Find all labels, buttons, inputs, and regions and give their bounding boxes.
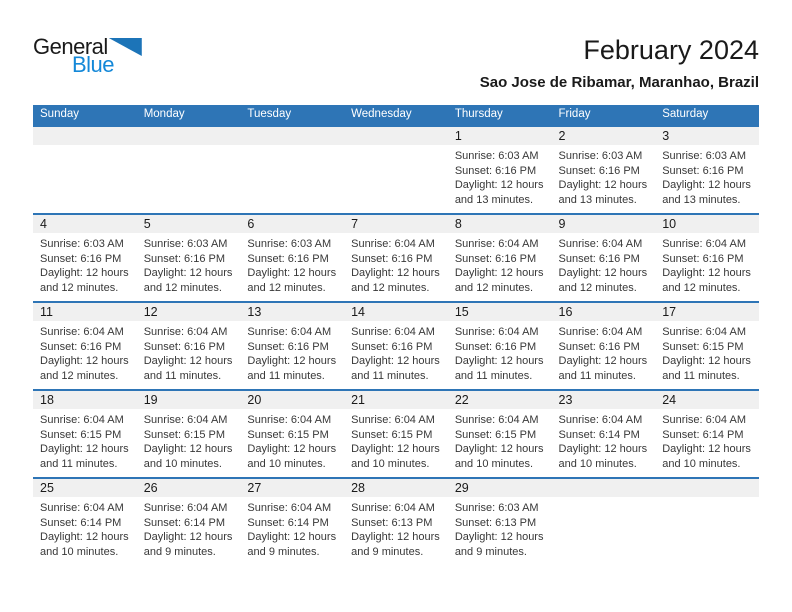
sunset-text: Sunset: 6:16 PM [351, 252, 433, 265]
date-band [240, 303, 344, 321]
day-details [344, 409, 448, 471]
day-details [552, 409, 656, 471]
date-band [655, 303, 759, 321]
sunset-text: Sunset: 6:16 PM [351, 340, 433, 353]
daylight-text: Daylight: 12 hours and 10 minutes. [40, 531, 129, 558]
date-band [240, 215, 344, 233]
day-cell-3 [655, 126, 759, 214]
sunrise-text: Sunrise: 6:04 AM [247, 326, 332, 338]
day-cell-6 [240, 214, 344, 302]
day-cell-1 [448, 126, 552, 214]
sunrise-text: Sunrise: 6:03 AM [143, 238, 228, 250]
sunrise-text: Sunrise: 6:03 AM [40, 238, 124, 250]
date-band [240, 127, 344, 145]
daylight-text: Daylight: 12 hours and 9 minutes. [454, 531, 544, 558]
date-band [344, 215, 448, 233]
day-cell-7 [344, 214, 448, 302]
date-band [655, 391, 759, 409]
sunset-text: Sunset: 6:14 PM [247, 516, 329, 529]
day-details [240, 409, 344, 471]
date-band [448, 391, 552, 409]
day-cell-17 [655, 302, 759, 390]
sunset-text: Sunset: 6:15 PM [247, 428, 329, 441]
daylight-text: Daylight: 12 hours and 13 minutes. [558, 179, 648, 206]
daylight-text: Daylight: 12 hours and 10 minutes. [247, 443, 337, 470]
sunrise-text: Sunrise: 6:04 AM [662, 326, 746, 338]
day-details [137, 497, 241, 559]
sunset-text: Sunset: 6:14 PM [40, 516, 122, 529]
day-details [240, 497, 344, 559]
date-band [137, 303, 241, 321]
date-band [448, 303, 552, 321]
daylight-text: Daylight: 12 hours and 11 minutes. [143, 355, 233, 382]
sunset-text: Sunset: 6:16 PM [662, 164, 744, 177]
sunrise-text: Sunrise: 6:04 AM [558, 414, 643, 426]
date-number: 1 [454, 129, 462, 143]
daylight-text: Daylight: 12 hours and 12 minutes. [558, 267, 648, 294]
week-row-4 [33, 390, 759, 478]
date-band [344, 479, 448, 497]
day-details [240, 233, 344, 295]
daylight-text: Daylight: 12 hours and 11 minutes. [558, 355, 648, 382]
sunrise-text: Sunrise: 6:04 AM [247, 502, 332, 514]
day-details [33, 233, 137, 295]
empty-day-cell [552, 478, 656, 566]
sunset-text: Sunset: 6:15 PM [40, 428, 122, 441]
date-band [552, 479, 656, 497]
empty-day-cell [33, 126, 137, 214]
sunset-text: Sunset: 6:13 PM [454, 516, 537, 529]
sunrise-text: Sunrise: 6:03 AM [662, 150, 746, 162]
daylight-text: Daylight: 12 hours and 12 minutes. [247, 267, 337, 294]
sunset-text: Sunset: 6:16 PM [40, 340, 122, 353]
sunrise-text: Sunrise: 6:04 AM [454, 414, 539, 426]
daylight-text: Daylight: 12 hours and 10 minutes. [143, 443, 233, 470]
day-details [552, 321, 656, 383]
masthead [33, 36, 759, 105]
sunset-text: Sunset: 6:14 PM [662, 428, 744, 441]
week-row-5 [33, 478, 759, 566]
date-band [33, 479, 137, 497]
day-details [448, 497, 552, 559]
day-details [344, 497, 448, 559]
date-number: 8 [454, 217, 462, 231]
daylight-text: Daylight: 12 hours and 9 minutes. [143, 531, 233, 558]
title-block [480, 36, 759, 91]
day-details [448, 145, 552, 207]
date-number: 5 [143, 217, 151, 231]
empty-day-cell [137, 126, 241, 214]
sunset-text: Sunset: 6:15 PM [143, 428, 226, 441]
date-band [344, 303, 448, 321]
sunset-text: Sunset: 6:14 PM [558, 428, 640, 441]
daylight-text: Daylight: 12 hours and 11 minutes. [247, 355, 337, 382]
date-band [240, 391, 344, 409]
daylight-text: Daylight: 12 hours and 11 minutes. [454, 355, 544, 382]
sunrise-text: Sunrise: 6:04 AM [143, 326, 228, 338]
sunset-text: Sunset: 6:16 PM [558, 252, 640, 265]
date-band [33, 391, 137, 409]
day-cell-15 [448, 302, 552, 390]
sunset-text: Sunset: 6:16 PM [454, 164, 537, 177]
daylight-text: Daylight: 12 hours and 13 minutes. [454, 179, 544, 206]
week-row-3 [33, 302, 759, 390]
date-number: 25 [40, 481, 54, 495]
date-number: 12 [143, 305, 158, 319]
day-details [137, 233, 241, 295]
sunrise-text: Sunrise: 6:04 AM [40, 502, 124, 514]
week-row-1 [33, 126, 759, 214]
sunrise-text: Sunrise: 6:04 AM [351, 502, 435, 514]
date-number: 24 [662, 393, 677, 407]
day-cell-25 [33, 478, 137, 566]
date-band [655, 215, 759, 233]
day-cell-24 [655, 390, 759, 478]
day-details [33, 409, 137, 471]
day-details [240, 321, 344, 383]
sunset-text: Sunset: 6:16 PM [662, 252, 744, 265]
date-band [344, 127, 448, 145]
empty-day-cell [240, 126, 344, 214]
day-details [344, 321, 448, 383]
day-details [33, 321, 137, 383]
sunrise-text: Sunrise: 6:04 AM [351, 414, 435, 426]
date-number: 22 [454, 393, 469, 407]
day-details [344, 233, 448, 295]
weekday-header-friday: Friday [552, 105, 656, 126]
date-band [552, 303, 656, 321]
daylight-text: Daylight: 12 hours and 9 minutes. [247, 531, 337, 558]
day-cell-14 [344, 302, 448, 390]
sunrise-text: Sunrise: 6:04 AM [454, 238, 539, 250]
date-number: 13 [247, 305, 262, 319]
date-band [33, 127, 137, 145]
sunset-text: Sunset: 6:16 PM [454, 252, 537, 265]
day-cell-23 [552, 390, 656, 478]
date-band [448, 479, 552, 497]
sunrise-text: Sunrise: 6:04 AM [558, 238, 643, 250]
date-band [655, 479, 759, 497]
day-details [448, 321, 552, 383]
daylight-text: Daylight: 12 hours and 11 minutes. [351, 355, 440, 382]
sunset-text: Sunset: 6:16 PM [40, 252, 122, 265]
daylight-text: Daylight: 12 hours and 10 minutes. [351, 443, 440, 470]
day-details [655, 321, 759, 383]
day-cell-27 [240, 478, 344, 566]
date-band [137, 127, 241, 145]
weekday-header-monday: Monday [137, 105, 241, 126]
date-number: 17 [662, 305, 677, 319]
sunrise-text: Sunrise: 6:04 AM [662, 238, 746, 250]
date-number: 21 [351, 393, 366, 407]
date-number: 16 [558, 305, 573, 319]
day-cell-2 [552, 126, 656, 214]
date-number: 9 [558, 217, 566, 231]
date-number: 6 [247, 217, 255, 231]
sunset-text: Sunset: 6:16 PM [247, 340, 329, 353]
day-cell-28 [344, 478, 448, 566]
sunrise-text: Sunrise: 6:04 AM [351, 238, 435, 250]
day-cell-8 [448, 214, 552, 302]
date-band [552, 391, 656, 409]
day-cell-16 [552, 302, 656, 390]
sunrise-text: Sunrise: 6:04 AM [143, 414, 228, 426]
date-number: 26 [143, 481, 158, 495]
date-band [33, 215, 137, 233]
date-number: 11 [40, 305, 53, 319]
weekday-header-wednesday: Wednesday [344, 105, 448, 126]
sunrise-text: Sunrise: 6:04 AM [454, 326, 539, 338]
date-band [240, 479, 344, 497]
calendar-table [33, 105, 759, 566]
date-number: 7 [351, 217, 359, 231]
sunrise-text: Sunrise: 6:03 AM [558, 150, 643, 162]
daylight-text: Daylight: 12 hours and 12 minutes. [40, 355, 129, 382]
day-cell-13 [240, 302, 344, 390]
date-band [448, 215, 552, 233]
daylight-text: Daylight: 12 hours and 10 minutes. [558, 443, 648, 470]
day-cell-10 [655, 214, 759, 302]
weekday-header-row [33, 105, 759, 126]
general-blue-logo [33, 36, 142, 76]
date-number: 27 [247, 481, 262, 495]
day-cell-22 [448, 390, 552, 478]
day-cell-11 [33, 302, 137, 390]
sunrise-text: Sunrise: 6:04 AM [247, 414, 332, 426]
day-details [655, 233, 759, 295]
date-number: 28 [351, 481, 366, 495]
day-cell-29 [448, 478, 552, 566]
date-band [448, 127, 552, 145]
day-details [448, 409, 552, 471]
day-details [33, 497, 137, 559]
date-number: 10 [662, 217, 677, 231]
day-details [552, 233, 656, 295]
date-number: 15 [454, 305, 469, 319]
daylight-text: Daylight: 12 hours and 11 minutes. [662, 355, 751, 382]
sunset-text: Sunset: 6:15 PM [662, 340, 744, 353]
date-band [137, 215, 241, 233]
date-number: 23 [558, 393, 573, 407]
daylight-text: Daylight: 12 hours and 11 minutes. [40, 443, 129, 470]
daylight-text: Daylight: 12 hours and 9 minutes. [351, 531, 440, 558]
day-cell-4 [33, 214, 137, 302]
date-number: 20 [247, 393, 262, 407]
sunrise-text: Sunrise: 6:03 AM [454, 502, 539, 514]
day-cell-26 [137, 478, 241, 566]
daylight-text: Daylight: 12 hours and 12 minutes. [662, 267, 751, 294]
date-band [655, 127, 759, 145]
day-details [655, 145, 759, 207]
date-number: 3 [662, 129, 670, 143]
sunset-text: Sunset: 6:16 PM [558, 340, 640, 353]
date-number: 19 [143, 393, 158, 407]
daylight-text: Daylight: 12 hours and 12 minutes. [143, 267, 233, 294]
page-title: February 2024 [583, 35, 759, 65]
week-row-2 [33, 214, 759, 302]
sunrise-text: Sunrise: 6:03 AM [454, 150, 539, 162]
sunrise-text: Sunrise: 6:04 AM [351, 326, 435, 338]
date-band [552, 215, 656, 233]
date-number: 14 [351, 305, 366, 319]
date-number: 2 [558, 129, 566, 143]
day-cell-19 [137, 390, 241, 478]
logo-text-blue: Blue [72, 52, 115, 77]
sunrise-text: Sunrise: 6:04 AM [662, 414, 746, 426]
page-subtitle: Sao Jose de Ribamar, Maranhao, Brazil [479, 73, 759, 91]
weekday-header-thursday: Thursday [448, 105, 552, 126]
date-number: 29 [454, 481, 469, 495]
sunset-text: Sunset: 6:13 PM [351, 516, 433, 529]
daylight-text: Daylight: 12 hours and 12 minutes. [454, 267, 544, 294]
daylight-text: Daylight: 12 hours and 13 minutes. [662, 179, 751, 206]
sunset-text: Sunset: 6:14 PM [143, 516, 226, 529]
day-cell-20 [240, 390, 344, 478]
day-details [137, 321, 241, 383]
daylight-text: Daylight: 12 hours and 10 minutes. [454, 443, 544, 470]
day-details [448, 233, 552, 295]
sunset-text: Sunset: 6:15 PM [351, 428, 433, 441]
sunset-text: Sunset: 6:16 PM [143, 340, 226, 353]
date-number: 18 [40, 393, 54, 407]
date-band [137, 391, 241, 409]
empty-day-cell [344, 126, 448, 214]
date-number: 4 [40, 217, 47, 231]
date-band [137, 479, 241, 497]
sunrise-text: Sunrise: 6:03 AM [247, 238, 332, 250]
day-cell-21 [344, 390, 448, 478]
daylight-text: Daylight: 12 hours and 10 minutes. [662, 443, 751, 470]
daylight-text: Daylight: 12 hours and 12 minutes. [40, 267, 129, 294]
day-cell-18 [33, 390, 137, 478]
sunset-text: Sunset: 6:16 PM [143, 252, 226, 265]
sunrise-text: Sunrise: 6:04 AM [40, 326, 124, 338]
logo-text-general: General [33, 34, 108, 59]
day-cell-5 [137, 214, 241, 302]
weekday-header-saturday: Saturday [655, 105, 759, 126]
date-band [552, 127, 656, 145]
sunset-text: Sunset: 6:16 PM [247, 252, 329, 265]
date-band [33, 303, 137, 321]
weekday-header-tuesday: Tuesday [240, 105, 344, 126]
sunrise-text: Sunrise: 6:04 AM [143, 502, 228, 514]
day-details [552, 145, 656, 207]
day-cell-12 [137, 302, 241, 390]
sunset-text: Sunset: 6:15 PM [454, 428, 537, 441]
weekday-header-sunday: Sunday [33, 105, 137, 126]
day-details [137, 409, 241, 471]
day-details [655, 409, 759, 471]
sunrise-text: Sunrise: 6:04 AM [40, 414, 124, 426]
empty-day-cell [655, 478, 759, 566]
day-cell-9 [552, 214, 656, 302]
sunset-text: Sunset: 6:16 PM [558, 164, 640, 177]
sunset-text: Sunset: 6:16 PM [454, 340, 537, 353]
date-band [344, 391, 448, 409]
sunrise-text: Sunrise: 6:04 AM [558, 326, 643, 338]
daylight-text: Daylight: 12 hours and 12 minutes. [351, 267, 440, 294]
